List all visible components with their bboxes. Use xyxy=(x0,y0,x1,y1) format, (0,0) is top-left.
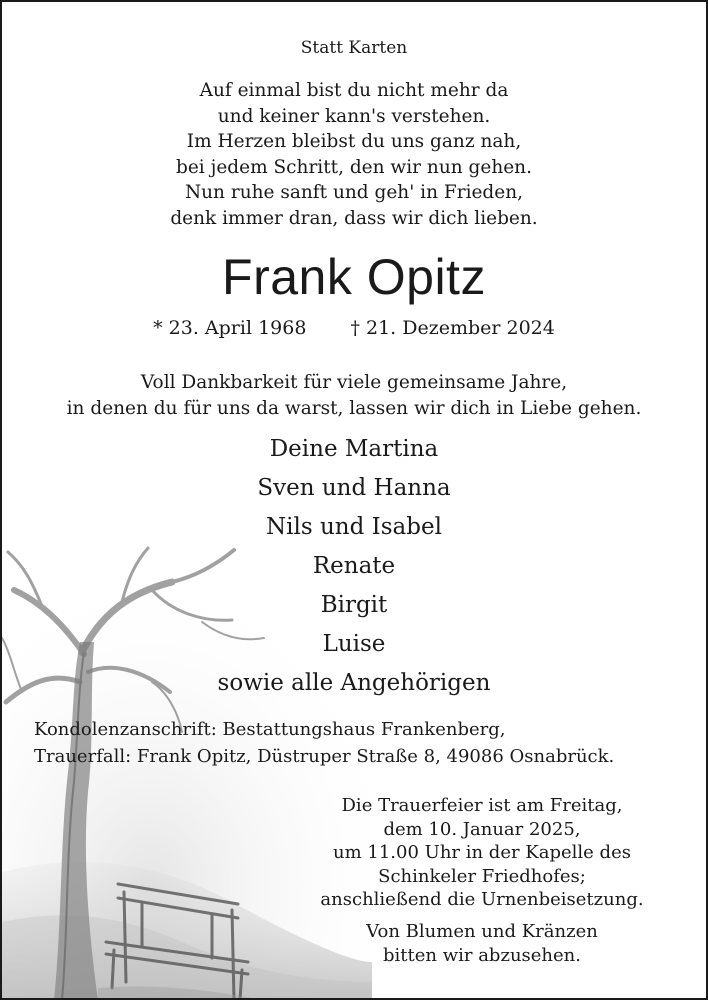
thanks-text xyxy=(2,370,706,422)
ceremony-line: dem 10. Januar 2025, xyxy=(383,818,581,840)
birth-date: * 23. April 1968 xyxy=(153,317,307,339)
death-date: † 21. Dezember 2024 xyxy=(350,317,555,339)
poem-line: Im Herzen bleibst du uns ganz nah, xyxy=(186,131,522,152)
condolence-address xyxy=(34,716,614,770)
poem-line: bei jedem Schritt, den wir nun gehen. xyxy=(176,156,532,178)
condolence-line: Trauerfall: Frank Opitz, Düstruper Straße 8, 49086 Osnabrück. xyxy=(34,746,615,767)
mourner-name: Deine Martina xyxy=(269,436,439,462)
flowers-line: Von Blumen und Kränzen xyxy=(366,921,598,942)
mourner-name: Sven und Hanna xyxy=(257,475,451,501)
condolence-line: Kondolenzanschrift: Bestattungshaus Frankenberg, xyxy=(34,719,506,740)
mourner-name: Renate xyxy=(312,553,396,579)
ceremony-line: Schinkeler Friedhofes; xyxy=(378,865,586,887)
life-dates xyxy=(2,314,706,342)
thanks-line: in denen du für uns da warst, lassen wir dich in Liebe gehen. xyxy=(66,398,642,419)
poem-line: Auf einmal bist du nicht mehr da xyxy=(199,80,509,101)
ceremony-line: anschließend die Urnenbeisetzung. xyxy=(320,889,644,910)
mourner-name: sowie alle Angehörigen xyxy=(217,670,491,696)
poem-line: denk immer dran, dass wir dich lieben. xyxy=(170,207,538,229)
header-statt-karten: Statt Karten xyxy=(300,38,408,58)
ceremony-info xyxy=(302,794,662,912)
poem-line: Nun ruhe sanft und geh' in Frieden, xyxy=(184,182,524,203)
mourner-name: Nils und Isabel xyxy=(266,514,442,540)
deceased-name: Frank Opitz xyxy=(222,249,486,305)
flowers-line: bitten wir abzusehen. xyxy=(383,944,581,966)
poem-line: und keiner kann's verstehen. xyxy=(217,105,491,127)
mourner-name: Luise xyxy=(322,631,386,657)
thanks-line: Voll Dankbarkeit für viele gemeinsame Jahre, xyxy=(140,372,568,393)
ceremony-line: um 11.00 Uhr in der Kapelle des xyxy=(333,842,631,863)
flowers-request xyxy=(302,920,662,967)
mourners-list xyxy=(2,430,706,703)
mourner-name: Birgit xyxy=(320,592,388,618)
ceremony-line: Die Trauerfeier ist am Freitag, xyxy=(341,795,623,816)
memorial-poem xyxy=(2,78,706,231)
